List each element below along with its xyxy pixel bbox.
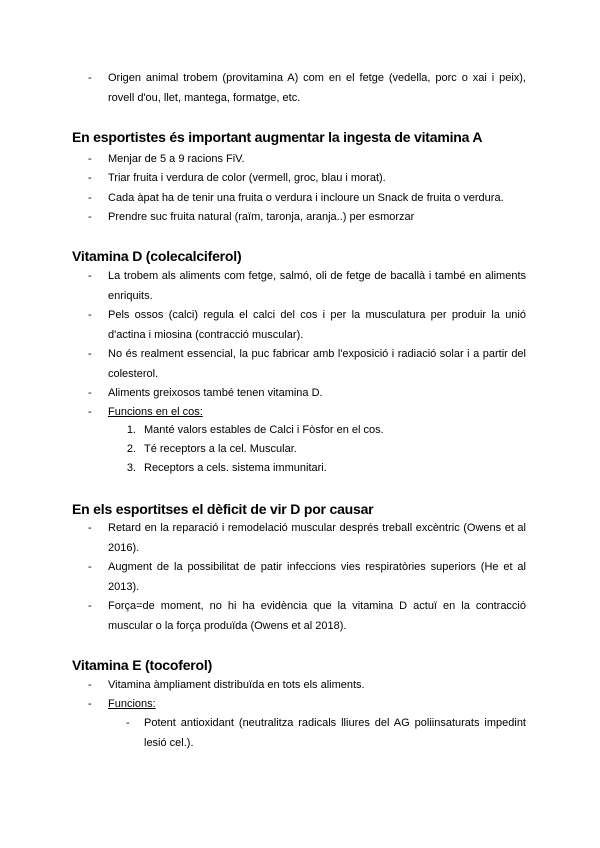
ordered-list-item: Receptors a cels. sistema immunitari. <box>144 462 327 474</box>
bullet-marker: - <box>88 270 92 282</box>
bullet-marker: - <box>88 153 92 165</box>
list-item: La trobem als aliments com fetge, salmó, oli de fetge de bacallà i també en aliments enriquits. <box>108 270 526 302</box>
bullet-marker: - <box>88 561 92 573</box>
bullet-marker: - <box>88 348 92 360</box>
ordered-list-number: 3. <box>126 462 136 474</box>
ordered-list-number: 1. <box>126 424 136 436</box>
bullet-marker: - <box>88 211 92 223</box>
section-heading-vitamin-a-athletes: En esportistes és important augmentar la ingesta de vitamina A <box>72 129 483 145</box>
section-heading-vitamin-d: Vitamina D (colecalciferol) <box>72 248 242 264</box>
sub-list-item: Potent antioxidant (neutralitza radicals lliures del AG poliinsaturats impedint lesió cel.). <box>144 717 526 749</box>
ordered-list-item: Manté valors estables de Calci i Fòsfor en el cos. <box>144 424 384 436</box>
bullet-marker: - <box>126 717 130 729</box>
list-item: Prendre suc fruita natural (raïm, taronja, aranja..) per esmorzar <box>108 211 415 223</box>
ordered-list-item: Té receptors a la cel. Muscular. <box>144 443 297 455</box>
bullet-marker: - <box>88 406 92 418</box>
functions-label: Funcions: <box>108 698 156 710</box>
list-item: Força=de moment, no hi ha evidència que la vitamina D actuï en la contracció muscular o la força produïda (Owens et al 2018). <box>108 600 526 632</box>
bullet-marker: - <box>88 698 92 710</box>
bullet-marker: - <box>88 522 92 534</box>
list-item: Pels ossos (calci) regula el calci del cos i per la musculatura per produir la unió d'actina i miosina (contracció muscular). <box>108 309 526 341</box>
list-item: Cada àpat ha de tenir una fruita o verdura i incloure un Snack de fruita o verdura. <box>108 192 504 204</box>
bullet-marker: - <box>88 172 92 184</box>
list-item: Aliments greixosos també tenen vitamina D. <box>108 387 323 399</box>
bullet-marker: - <box>88 387 92 399</box>
section-heading-vitamin-d-deficit: En els esportitses el dèficit de vir D por causar <box>72 501 374 517</box>
list-item: No és realment essencial, la puc fabricar amb l'exposició i radiació solar i a partir del colesterol. <box>108 348 526 380</box>
bullet-marker: - <box>88 309 92 321</box>
bullet-marker: - <box>88 72 92 84</box>
list-item: Retard en la reparació i remodelació muscular després treball excèntric (Owens et al 2016). <box>108 522 526 554</box>
list-item: Menjar de 5 a 9 racions FiV. <box>108 153 245 165</box>
bullet-marker: - <box>88 679 92 691</box>
list-item: Vitamina àmpliament distribuïda en tots els aliments. <box>108 679 365 691</box>
bullet-marker: - <box>88 192 92 204</box>
section-heading-vitamin-e: Vitamina E (tocoferol) <box>72 657 213 673</box>
bullet-marker: - <box>88 600 92 612</box>
ordered-list-number: 2. <box>126 443 136 455</box>
functions-label: Funcions en el cos: <box>108 406 203 418</box>
list-item: Augment de la possibilitat de patir infeccions vies respiratòries superiors (He et al 2013). <box>108 561 526 593</box>
list-item: Origen animal trobem (provitamina A) com en el fetge (vedella, porc o xai i peix), rovell d'ou, llet, mantega, formatge, etc. <box>108 72 526 104</box>
list-item: Triar fruita i verdura de color (vermell, groc, blau i morat). <box>108 172 386 184</box>
